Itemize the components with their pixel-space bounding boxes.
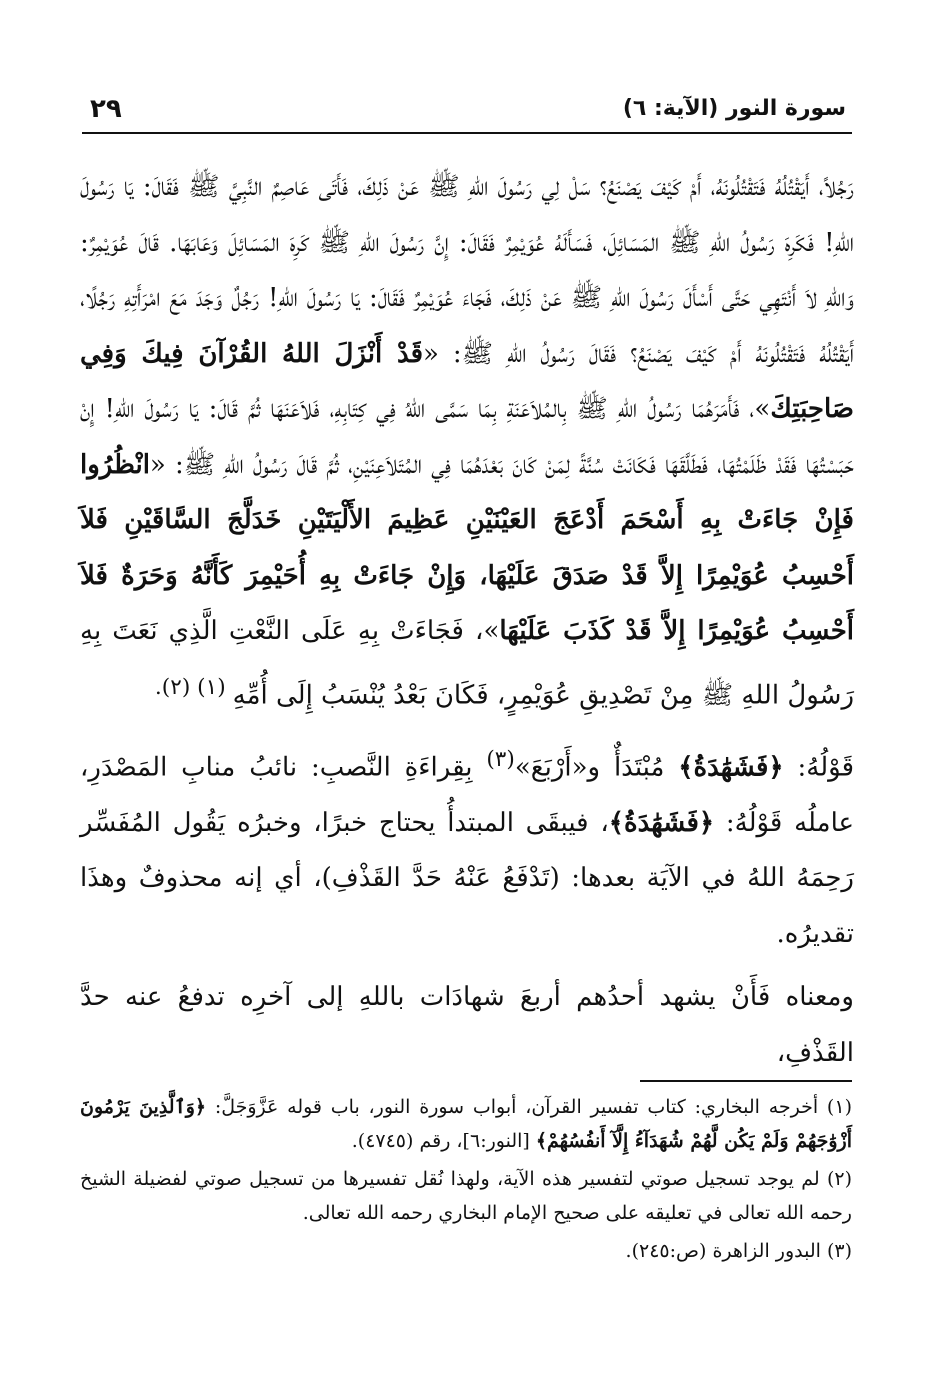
commentary-text: بِقِراءَةِ النَّصبِ: نائبُ منابِ المَصْدَرِ، عاملُه قَوْلُهُ: [80,752,855,838]
hadith-text: »، فَأَمَرَهُمَا رَسُولُ اللهِ ﷺ بِالمُلاَعَنَةِ بِمَا سَمَّى اللهُ فِي كِتَابِهِ، فَلاَعَنَهَا ثُمَّ قَالَ: يَا رَسُولَ اللهِ! إِنْ حَبَسْتُهَا فَقَدْ ظَلَمْتُهَا، فَطَلَّقَهَا فَكَانَتْ سُنَّةً لِمَنْ كَانَ بَعْدَهُمَا فِي المُتَلاَعِنَيْنِ، ثُمَّ قَالَ رَسُولُ اللهِ ﷺ: « [80,394,854,480]
footnote-text: [النور:٦]، رقم (٤٧٤٥). [351,1130,536,1152]
footnote-text: (١) أخرجه البخاري: كتاب تفسير القرآن، أبواب سورة النور، باب قوله عَزَّوَجَلَّ: [206,1096,852,1118]
surah-title: سورة النور (الآية: ٦) [622,96,846,121]
prophet-quote: قَدْ أَنْزَلَ اللهُ القُرْآنَ فِيكَ وَفِي صَاحِبَتِكَ [80,338,854,424]
footnote-2: (٢) لم يوجد تسجيل صوتي لتفسير هذه الآية، ولهذا نُقل تفسيرها من تسجيل صوتي لفضيلة الشيخ رحمه الله تعالى في تعليقه على صحيح الإمام البخاري رحمه الله تعالى. [80,1168,852,1224]
main-text [80,160,854,1081]
page-number: ٢٩ [90,94,122,124]
commentary-text: ، فيبقَى المبتدأُ يحتاج خبرًا، وخبرُه يَقُول المُفَسِّر رَحِمَهُ اللهُ في الآيَة بعدها: (تَدْفَعُ عَنْهُ حَدَّ القَذْفِ)، أي إنه محذوفٌ وهذَا تقديرُه. [80,807,854,949]
footnote-refs: (١) (٢). [154,674,233,700]
footnote-verse: ﴿وَٱلَّذِينَ يَرْمُونَ أَزْوَٰجَهُمْ وَلَمْ يَكُن لَّهُمْ شُهَدَآءُ إِلَّآ أَنفُسُهُمْ﴾ [80,1096,852,1152]
meaning-paragraph: ومعناه فَأَنْ يشهد أحدُهم أربعَ شهادَات باللهِ إلى آخرِه تدفعُ عنه حدَّ القَذْفِ، [80,982,854,1068]
quran-word: ﴿فَشَهَٰدَةُ﴾ [608,807,715,838]
hadith-paragraph [80,160,854,724]
commentary-text: مُبْتَدَأٌ و«أَرْبَعَ» [514,752,679,783]
commentary-paragraph [80,732,854,963]
footnote-divider [640,1080,852,1082]
hadith-text: رَجُلاً، أَيَقْتُلُهُ فَتَقْتُلُونَهُ، أَمْ كَيْفَ يَصْنَعُ؟ سَلْ لِي رَسُولَ اللهِ ﷺ عَنْ ذَلِكَ، فَأَتَى عَاصِمٌ النَّبِيَّ ﷺ فَقَالَ: يَا رَسُولَ اللهِ! فَكَرِهَ رَسُولُ اللهِ ﷺ المَسَائِلَ، فَسَأَلَهُ عُوَيْمِرٌ فَقَالَ: إِنَّ رَسُولَ اللهِ ﷺ كَرِهَ المَسَائِلَ وَعَابَهَا. قَالَ عُوَيْمِرٌ: وَاللهِ لاَ أَنْتَهِي حَتَّى أَسْأَلَ رَسُولَ اللهِ ﷺ عَنْ ذَلِكَ، فَجَاءَ عُوَيْمِرٌ فَقَالَ: يَا رَسُولَ اللهِ! رَجُلٌ وَجَدَ مَعَ امْرَأَتِهِ رَجُلًا، أَيَقْتُلُهُ فَتَقْتُلُونَهُ أَمْ كَيْفَ يَصْنَعُ؟ فَقَالَ رَسُولُ اللهِ ﷺ: « [80,172,854,369]
prophet-quote: انْظُرُوا فَإِنْ جَاءَتْ بِهِ أَسْحَمَ أَدْعَجَ العَيْنَيْنِ عَظِيمَ الأَلْيَتَيْنِ خَدَلَّجَ السَّاقَيْنِ فَلاَ أَحْسِبُ عُوَيْمِرًا إِلاَّ قَدْ صَدَقَ عَلَيْهَا، وَإِنْ جَاءَتْ بِهِ أُحَيْمِرَ كَأَنَّهُ وَحَرَةٌ فَلاَ أَحْسِبُ عُوَيْمِرًا إِلاَّ قَدْ كَذَبَ عَلَيْهَا [80,449,854,646]
footnote-ref: (٣) [486,746,515,772]
footnote-3: (٣) البدور الزاهرة (ص:٢٤٥). [625,1240,852,1262]
hadith-text: »، فَجَاءَتْ بِهِ عَلَى النَّعْتِ الَّذِي نَعَتَ بِهِ رَسُولُ اللهِ ﷺ مِنْ تَصْدِيقِ عُوَيْمِرٍ، فَكَانَ بَعْدُ يُنْسَبُ إِلَى أُمِّهِ [80,616,854,711]
footnote-1 [80,1090,852,1158]
quran-word: ﴿فَشَهَٰدَةُ﴾ [678,752,784,783]
commentary-text: قَوْلُهُ: [783,752,854,783]
footnotes [80,1090,852,1272]
page-header [82,92,852,134]
